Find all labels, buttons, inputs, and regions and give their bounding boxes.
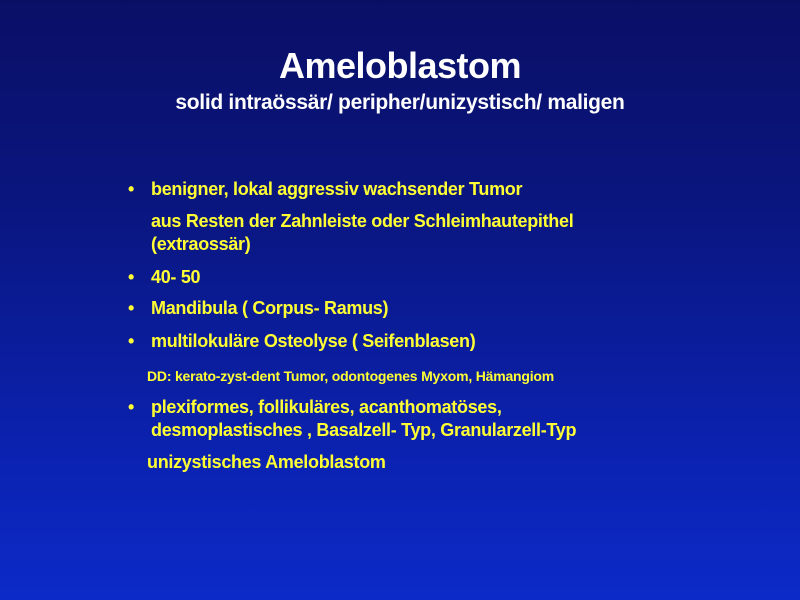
differential-diagnosis: DD: kerato-zyst-dent Tumor, odontogenes Myxom, Hämangiom: [147, 368, 555, 384]
bullet-item-location: Mandibula ( Corpus- Ramus): [151, 298, 389, 318]
slide-title: Ameloblastom: [278, 45, 522, 86]
bullet-marker: •: [128, 298, 135, 318]
bullet-item-benign: benigner, lokal aggressiv wachsender Tumor: [151, 179, 523, 199]
bullet-marker: •: [128, 331, 135, 351]
bullet-marker: •: [128, 267, 135, 287]
bullet-marker: •: [128, 179, 135, 199]
bullet-item-origin-cont: (extraossär): [151, 234, 251, 254]
bullet-item-types: plexiformes, follikuläres, acanthomatöses,: [151, 397, 502, 417]
unicystic-line: unizystisches Ameloblastom: [147, 452, 386, 472]
bullet-item-origin: aus Resten der Zahnleiste oder Schleimhautepithel: [151, 211, 574, 231]
bullet-marker: •: [128, 397, 135, 417]
bullet-item-types-cont: desmoplastisches , Basalzell- Typ, Granularzell-Typ: [151, 420, 577, 440]
slide-subtitle: solid intraössär/ peripher/unizystisch/ maligen: [175, 91, 625, 114]
bullet-item-osteolysis: multilokuläre Osteolyse ( Seifenblasen): [151, 331, 476, 351]
bullet-item-age: 40- 50: [151, 267, 201, 287]
